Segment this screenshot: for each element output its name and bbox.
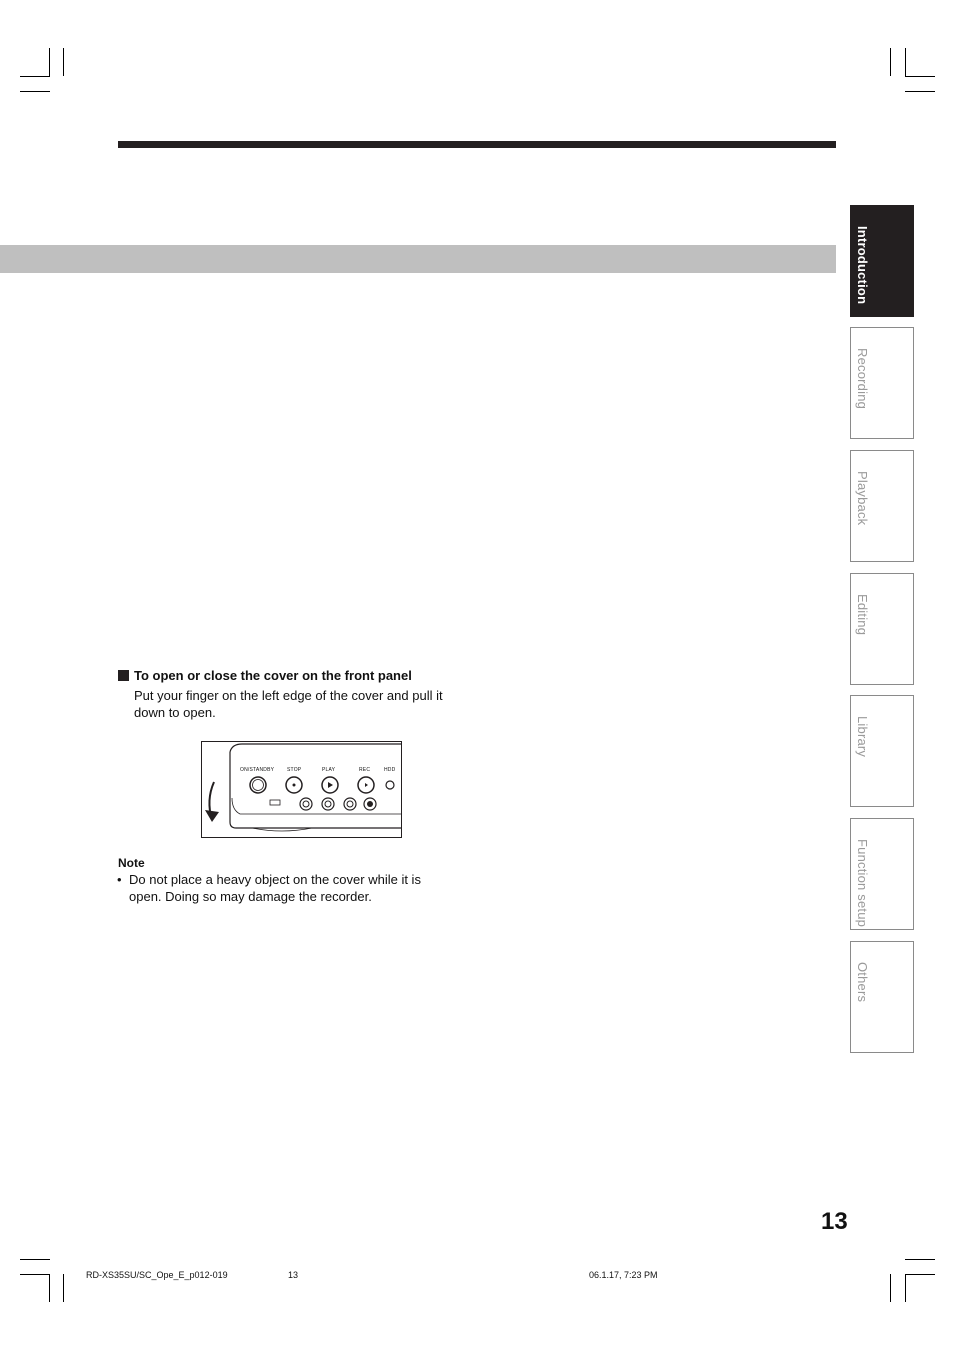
footer-page: 13 xyxy=(288,1270,299,1280)
section-body: Put your finger on the left edge of the cover and pull it down to open. xyxy=(134,688,443,720)
note-item-text: Do not place a heavy object on the cover while it is open. Doing so may damage the recorder. xyxy=(129,872,421,904)
play-label: PLAY xyxy=(322,767,336,773)
tab-library[interactable] xyxy=(850,695,914,807)
front-panel-illustration xyxy=(201,741,402,838)
footer-file: RD-XS35SU/SC_Ope_E_p012-019 xyxy=(86,1270,228,1280)
tab-recording[interactable] xyxy=(850,327,914,439)
tab-label: Library xyxy=(855,716,870,758)
stop-label: STOP xyxy=(287,767,302,773)
note-item xyxy=(117,872,457,905)
tab-playback[interactable] xyxy=(850,450,914,562)
tab-label: Others xyxy=(855,962,870,1003)
tab-label: Introduction xyxy=(855,226,870,305)
note-title: Note xyxy=(118,856,145,870)
tab-label: Recording xyxy=(855,348,870,410)
tab-label: Function setup xyxy=(855,839,870,928)
section-header-band xyxy=(0,245,836,273)
tab-function-setup[interactable] xyxy=(850,818,914,930)
section-heading-text: To open or close the cover on the front panel xyxy=(134,668,412,683)
tab-label: Playback xyxy=(855,471,870,526)
front-panel-drawing xyxy=(202,742,401,837)
tab-introduction[interactable] xyxy=(850,205,914,317)
footer-timestamp: 06.1.17, 7:23 PM xyxy=(589,1270,658,1280)
tab-others[interactable] xyxy=(850,941,914,1053)
hdd-label: HDD xyxy=(384,767,396,773)
bullet-icon: • xyxy=(117,872,122,887)
square-bullet-icon xyxy=(118,670,129,681)
tab-label: Editing xyxy=(855,594,870,636)
top-rule xyxy=(118,141,836,148)
tab-editing[interactable] xyxy=(850,573,914,685)
section-heading xyxy=(118,668,412,683)
page-number: 13 xyxy=(821,1208,848,1235)
on-standby-label: ON/STANDBY xyxy=(240,767,275,773)
rec-label: REC xyxy=(359,767,371,773)
